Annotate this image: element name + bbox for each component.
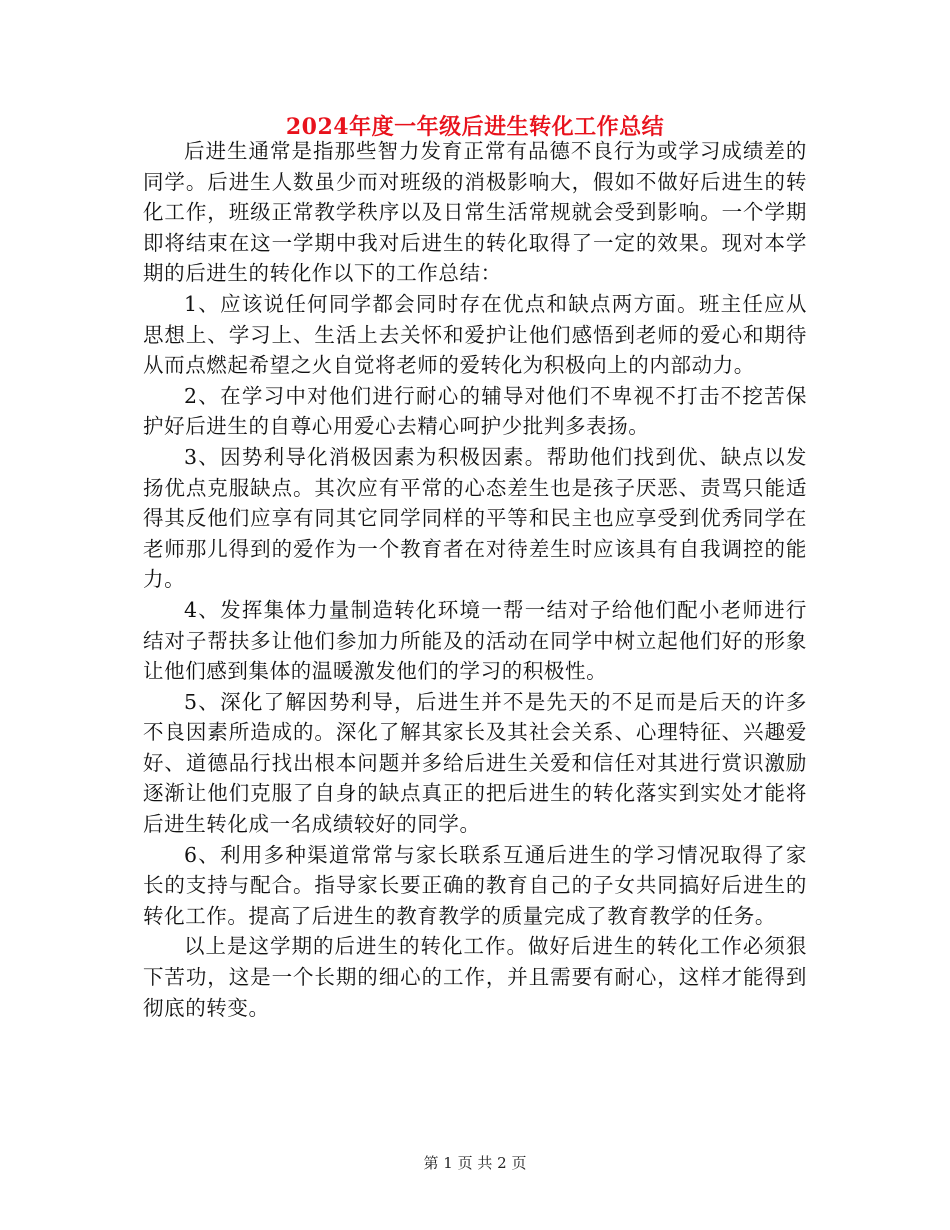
paragraph-point-2: 2、在学习中对他们进行耐心的辅导对他们不卑视不打击不挖苦保护好后进生的自尊心用爱心去精心呵护少批判多表扬。 xyxy=(143,383,807,439)
document-body xyxy=(143,136,807,1023)
document-title: 2024年度一年级后进生转化工作总结 xyxy=(285,114,665,140)
paragraph-point-5: 5、深化了解因势利导，后进生并不是先天的不足而是后天的许多不良因素所造成的。深化了解其家长及其社会关系、心理特征、兴趣爱好、道德品行找出根本问题并多给后进生关爱和信任对其进行赏识激励逐渐让他们克服了自身的缺点真正的把后进生的转化落实到实处才能将后进生转化成一名成绩较好的同学。 xyxy=(143,689,807,837)
paragraph-point-4: 4、发挥集体力量制造转化环境一帮一结对子给他们配小老师进行结对子帮扶多让他们参加力所能及的活动在同学中树立起他们好的形象让他们感到集体的温暖激发他们的学习的积极性。 xyxy=(143,597,807,684)
paragraph-point-3: 3、因势利导化消极因素为积极因素。帮助他们找到优、缺点以发扬优点克服缺点。其次应有平常的心态差生也是孩子厌恶、责骂只能适得其反他们应享有同其它同学同样的平等和民主也应享受到优秀同学在老师那儿得到的爱作为一个教育者在对待差生时应该具有自我调控的能力。 xyxy=(143,444,807,592)
paragraph-conclusion: 以上是这学期的后进生的转化工作。做好后进生的转化工作必须狠下苦功，这是一个长期的细心的工作，并且需要有耐心，这样才能得到彻底的转变。 xyxy=(143,934,807,1020)
paragraph-point-1: 1、应该说任何同学都会同时存在优点和缺点两方面。班主任应从思想上、学习上、生活上去关怀和爱护让他们感悟到老师的爱心和期待从而点燃起希望之火自觉将老师的爱转化为积极向上的内部动力。 xyxy=(143,291,807,378)
page-number-footer: 第 1 页 共 2 页 xyxy=(423,1154,527,1172)
paragraph-intro: 后进生通常是指那些智力发育正常有品德不良行为或学习成绩差的同学。后进生人数虽少而对班级的消极影响大，假如不做好后进生的转化工作，班级正常教学秩序以及日常生活常规就会受到影响。一个学期即将结束在这一学期中我对后进生的转化取得了一定的效果。现对本学期的后进生的转化作以下的工作总结： xyxy=(143,139,807,286)
paragraph-point-6: 6、利用多种渠道常常与家长联系互通后进生的学习情况取得了家长的支持与配合。指导家长要正确的教育自己的子女共同搞好后进生的转化工作。提高了后进生的教育教学的质量完成了教育教学的任务。 xyxy=(143,842,807,928)
